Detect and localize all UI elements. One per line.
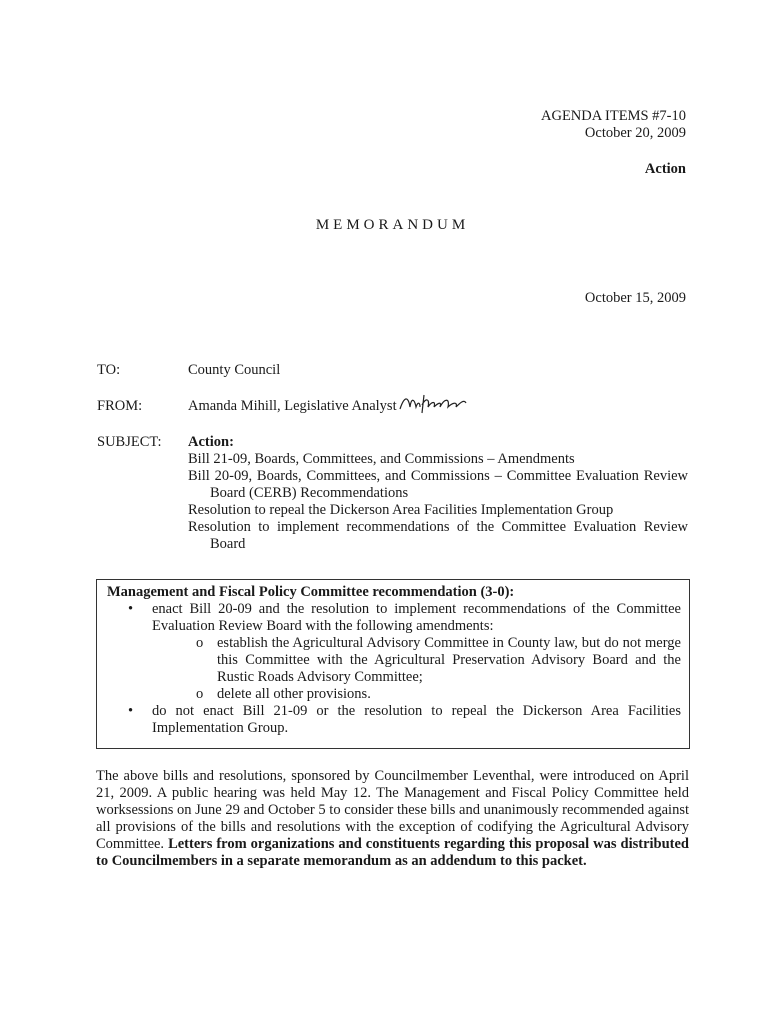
- to-label: TO:: [97, 362, 121, 378]
- from-label: FROM:: [97, 398, 143, 414]
- body-paragraph: [96, 768, 689, 870]
- subject-item: Bill 20-09, Boards, Committees, and Commissions – Committee Evaluation Review Board (CERB) Recommendations: [188, 468, 688, 501]
- subject-label: SUBJECT:: [97, 434, 162, 450]
- recommendation-sub-bullet: [107, 635, 681, 686]
- subject-block: [188, 434, 688, 553]
- from-value: Amanda Mihill, Legislative Analyst: [188, 398, 397, 414]
- bullet-icon: •: [128, 703, 134, 719]
- memo-date: October 15, 2009: [584, 290, 686, 306]
- subject-item: Resolution to repeal the Dickerson Area Facilities Implementation Group: [188, 502, 614, 518]
- recommendation-bullet: [107, 601, 681, 635]
- subject-item: Bill 21-09, Boards, Committees, and Commissions – Amendments: [188, 451, 575, 467]
- bullet-text: do not enact Bill 21-09 or the resolution to repeal the Dickerson Area Facilities Implementation Group.: [152, 703, 681, 736]
- memo-title: MEMORANDUM: [315, 217, 470, 233]
- to-value: County Council: [188, 362, 281, 378]
- bullet-text: enact Bill 20-09 and the resolution to implement recommendations of the Committee Evaluation Review Board with the following amendments:: [152, 601, 681, 634]
- committee-recommendation-box: [96, 579, 690, 749]
- agenda-items: AGENDA ITEMS #7-10: [541, 108, 686, 124]
- body-text: The above bills and resolutions, sponsored by Councilmember Leventhal, were introduced on April 21, 2009. A public hearing was held May 12. The Management and Fiscal Policy Committee held worksessions on June 29 and October 5 to consider these bills and unanimously recommended against all provisions of the bills and resolutions with the exception of codifying the Agricultural Advisory Committee.: [96, 768, 689, 852]
- recommendation-title: Management and Fiscal Policy Committee recommendation (3-0):: [107, 584, 515, 600]
- sub-bullet-text: delete all other provisions.: [217, 686, 371, 702]
- action-label: Action: [644, 161, 686, 177]
- subject-item: Resolution to implement recommendations of the Committee Evaluation Review Board: [188, 519, 688, 552]
- sub-bullet-text: establish the Agricultural Advisory Committee in County law, but do not merge this Committee with the Agricultural Preservation Advisory Board and the Rustic Roads Advisory Committee;: [217, 635, 681, 685]
- handwritten-initials-signature: [398, 387, 468, 415]
- bullet-icon: •: [128, 601, 134, 617]
- circle-bullet-icon: o: [196, 635, 204, 651]
- recommendation-bullet: [107, 703, 681, 737]
- body-bold-text: Letters from organizations and constituents regarding this proposal was distributed to Councilmembers in a separate memorandum as an addendum to this packet.: [96, 836, 689, 869]
- circle-bullet-icon: o: [196, 686, 204, 702]
- recommendation-sub-bullet: [107, 686, 681, 703]
- subject-action: Action:: [188, 434, 234, 450]
- meeting-date: October 20, 2009: [584, 125, 686, 141]
